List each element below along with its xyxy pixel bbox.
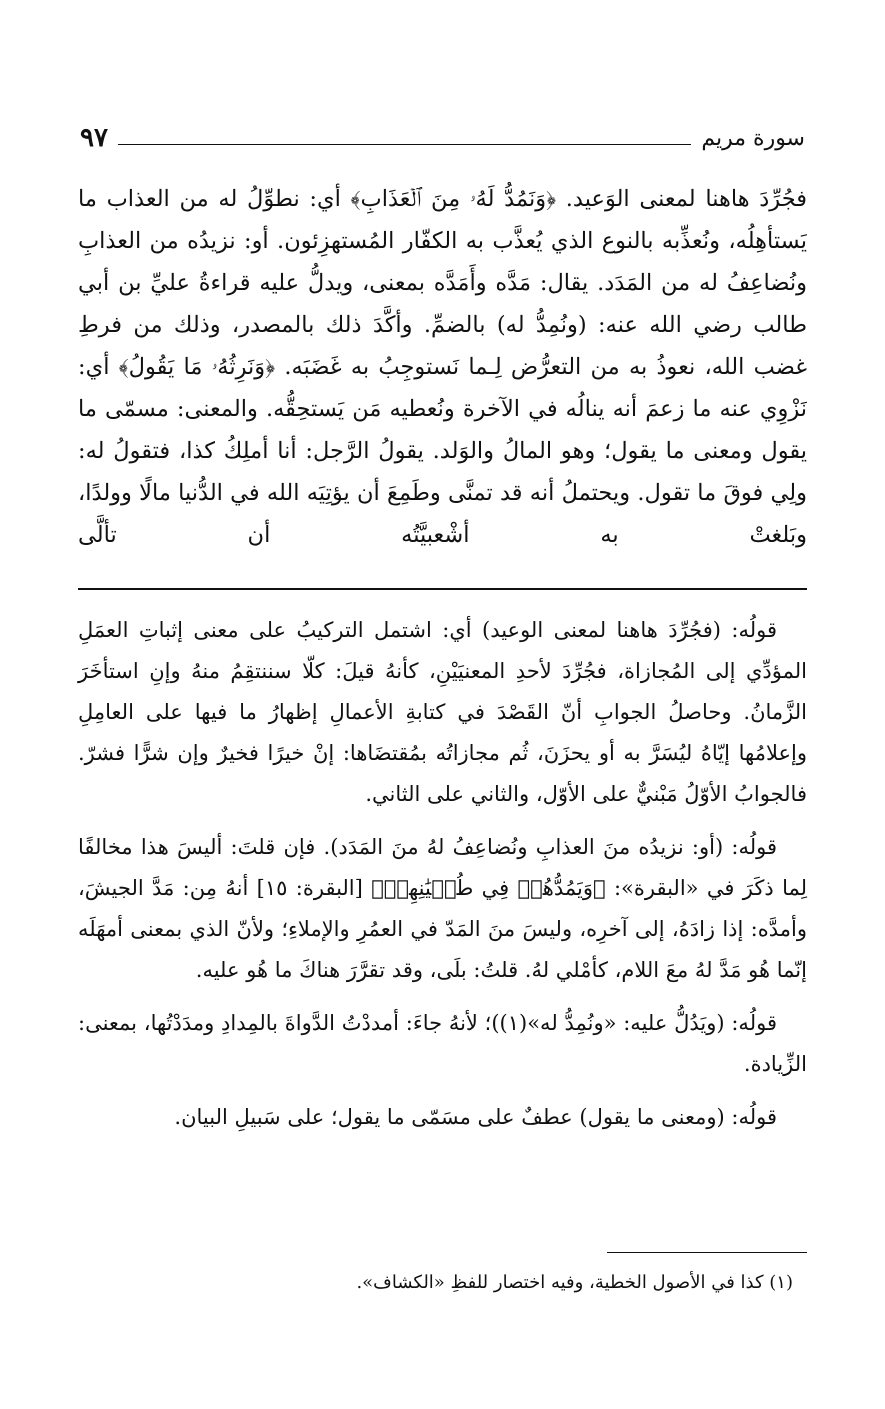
footnote: (١) كذا في الأصول الخطية، وفيه اختصار للفظِ «الكشاف».	[356, 1272, 793, 1293]
commentary-paragraph: قولُه: (ويَدُلُّ عليه: «ونُمِدُّ له»(١))؛ لأنهُ جاءَ: أمددْتُ الدَّواةَ بالمِدادِ ومدَدْتُها، بمعنى: الزِّيادة.	[78, 1011, 807, 1076]
commentary-paragraph: قولُه: (أو: نزيدُه منَ العذابِ ونُضاعِفُ لهُ منَ المَدَد). فإن قلتَ: أليسَ هذا مخالفًا لِما ذكَرَ في «البقرة»: ﴿وَيَمُدُّهُمۡ فِي طُغۡيَٰنِهِمۡ﴾ [البقرة: ١٥] أنهُ مِن: مَدَّ الجيشَ، وأمدَّه: إذا زادَهُ، إلى آخرِه، وليسَ منَ المَدّ في العمُرِ والإملاءِ؛ ولأنّ الذي بمعنى أمهَلَه إنّما هُو مَدَّ لهُ معَ اللام، كأمْلي لهُ. قلتُ: بلَى، وقد تقرَّرَ هناكَ ما هُو عليه.	[78, 835, 808, 982]
page-number: ٩٧	[80, 123, 108, 153]
footnote-separator	[607, 1252, 807, 1253]
sura-title: سورة مريم	[701, 125, 805, 151]
main-text	[78, 178, 807, 598]
commentary-paragraph: قولُه: (فجُرِّدَ هاهنا لمعنى الوعيد) أي: اشتمل التركيبُ على معنى إثباتِ العمَلِ المؤدِّي إلى المُجازاة، فجُرِّدَ لأحدِ المعنيَيْنِ، كأنهُ قيلَ: كلّا سننتقِمُ منهُ وإنِ استأخَرَ الزَّمانُ. وحاصلُ الجوابِ أنّ القَصْدَ في كتابةِ الأعمالِ إظهارُ ما فيها على العامِلِ وإعلامُها إيّاهُ ليُسَرَّ به أو يحزَنَ، ثُم مجازاتُه بمُقتضَاها: إنْ خيرًا فخيرٌ وإن شرًّا فشرّ. فالجوابُ الأوّلُ مَبْنيٌّ على الأوّل، والثاني على الثاني.	[78, 618, 807, 806]
page-header	[80, 118, 805, 158]
main-paragraph: فجُرِّدَ هاهنا لمعنى الوَعيد. ﴿وَنَمُدُّ لَهُۥ مِنَ ٱلۡعَذَابِ﴾ أي: نطوِّلُ له من العذاب ما يَستأهِلُه، ونُعذِّبه بالنوع الذي يُعذَّب به الكفّار المُستهزِئون. أو: نزيدُه من العذابِ ونُضاعِفُ له من المَدَد. يقال: مَدَّه وأَمَدَّه بمعنى، ويدلُّ عليه قراءةُ عليِّ بن أبي طالب رضي الله عنه: (ونُمِدُّ له) بالضمِّ. وأكَّدَ ذلك بالمصدر، وذلك من فرطِ غضب الله، نعوذُ به من التعرُّض لِـما نَستوجِبُ به غَضَبَه. ﴿وَنَرِثُهُۥ مَا يَقُولُ﴾ أي: نَزْوِي عنه ما زعمَ أنه ينالُه في الآخرة ونُعطيه مَن يَستحِقُّه. والمعنى: مسمّى ما يقول ومعنى ما يقول؛ وهو المالُ والوَلد. يقولُ الرَّجل: أنا أملِكُ كذا، فتقولُ له: ولِي فوقَ ما تقول. ويحتملُ أنه قد تمنَّى وطَمِعَ أن يؤتِيَه الله في الدُّنيا مالًا وولدًا، وبَلغتْ به أشْعبيَّتُه أن تألَّى	[78, 186, 807, 548]
header-rule	[118, 144, 691, 145]
commentary-separator	[78, 588, 807, 590]
commentary	[78, 610, 807, 1150]
commentary-paragraph: قولُه: (ومعنى ما يقول) عطفٌ على مسَمّى ما يقول؛ على سَبيلِ البيان.	[174, 1105, 777, 1129]
